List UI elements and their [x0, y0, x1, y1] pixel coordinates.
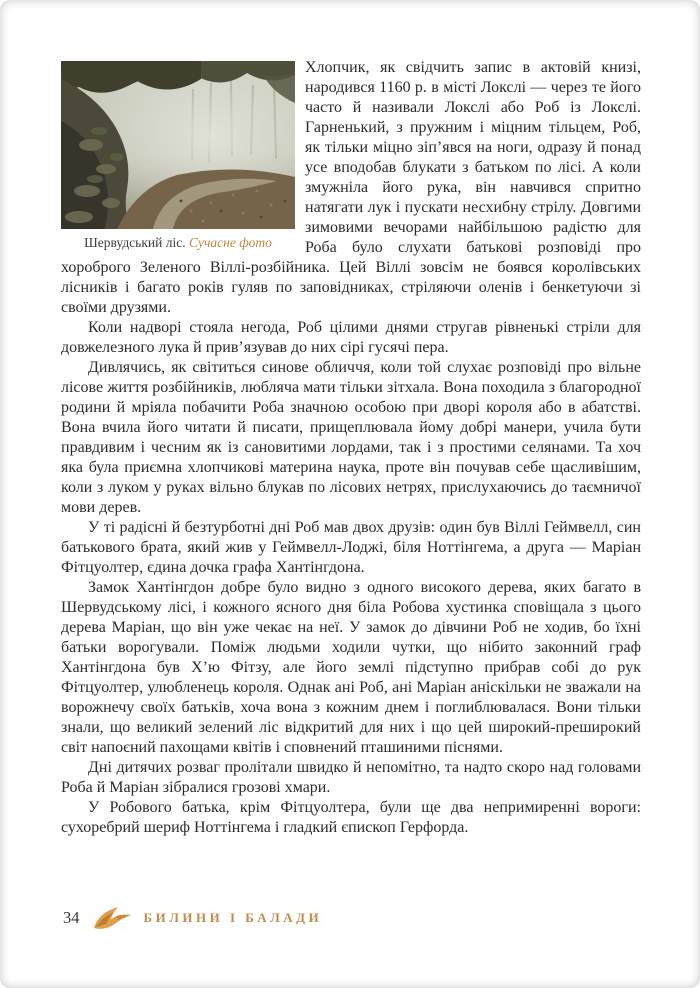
forest-photo	[61, 61, 295, 229]
paragraph-3: Дивлячись, як світиться синове обличчя, коли той слухає розповіді про вільне лісове життя розбійників, любляча мати тільки зітхала. Вона походила з благородної родини й мріяла побачити Роба значною особою при дворі короля або в абатстві. Вона вчила його читати й писати, прищеплювала йому добрі манери, учила бути правдивим і чесним як із сановитими лордами, так і з простими селянами. Та хоч яка була приємна хлопчикові материна наука, проте він почував себе щасливішим, коли з луком у руках вільно блукав по лісових нетрях, прислухаючись до таємничої мови дерев.	[61, 359, 641, 516]
photo-caption-subtitle: Сучасне фото	[188, 235, 272, 250]
paragraph-1: Хлопчик, як свідчить запис в актовій книзі, народився 1160 р. в місті Локслі — через те його часто й називали Локслі або Роб із Локслі. Гарненький, з пружним і міцним тільцем, Роб, як тільки міцно зіп’явся на ноги, одразу й понад усе вподобав блукати з батьком по лісі. А коли змужніла його рука, він навчився спритно натягати лук і пускати несхибну стрілу. Довгими зимовими вечорами найбільшою радістю для Роба було слухати батькові розповіді про хороброго Зеленого Віллі-розбійника. Цей Віллі зовсім не боявся королівських лісників і багато років гуляв по заповідниках, стріляючи оленів і бенкетуючи зі своїми друзями.	[61, 59, 641, 316]
paragraph-6: Дні дитячих розваг пролітали швидко й непомітно, та надто скоро над головами Роба й Маріан зібралися грозові хмари.	[61, 759, 641, 796]
photo-caption-title: Шервудський ліс.	[84, 235, 186, 250]
page-number: 34	[63, 908, 80, 927]
paragraph-5: Замок Хантінгдон добре було видно з одного високого дерева, яких багато в Шервудському лісі, і кожного ясного дня біла Робова хустинка сповіщала з цього дерева Маріан, що він уже чекає на неї. У замок до дівчини Роб не ходив, бо їхні батьки ворогували. Поміж людьми ходили чутки, що нібито законний граф Хантінгдона був Х’ю Фітзу, але його землі підступно прибрав собі до рук Фітцуолтер, улюбленець короля. Однак ані Роб, ані Маріан аніскільки не зважали на ворожнечу своїх батьків, хоча вона з кожним днем і поглиблювалася. Вони тільки знали, що великий зелений ліс відкритий для них і що цей широкий-преширокий світ напоєний пахощами квітів і сповнений пташиними піснями.	[61, 579, 641, 756]
paragraph-2: Коли надворі стояла негода, Роб цілими днями стругав рівненькі стріли для довжелезного лука й прив’язував до них сірі гусячі пера.	[61, 319, 641, 356]
paragraph-7: У Робового батька, крім Фітцуолтера, були ще два непримиренні вороги: сухоребрий шериф Ноттінгема і гладкий єпископ Герфорда.	[61, 799, 641, 836]
page-footer	[63, 903, 322, 933]
paragraph-4: У ті радісні й безтурботні дні Роб мав двох друзів: один був Віллі Геймвелл, син батькового брата, який жив у Геймвелл-Лоджі, біля Ноттінгема, а друга — Маріан Фітцуолтер, єдина дочка графа Хантінгдона.	[61, 519, 641, 576]
chapter-title: БИЛИНИ І БАЛАДИ	[143, 910, 323, 925]
figure-sherwood-forest	[61, 61, 295, 251]
page-content	[61, 58, 641, 838]
feather-ornament-icon	[92, 903, 134, 933]
photo-caption	[61, 229, 295, 251]
